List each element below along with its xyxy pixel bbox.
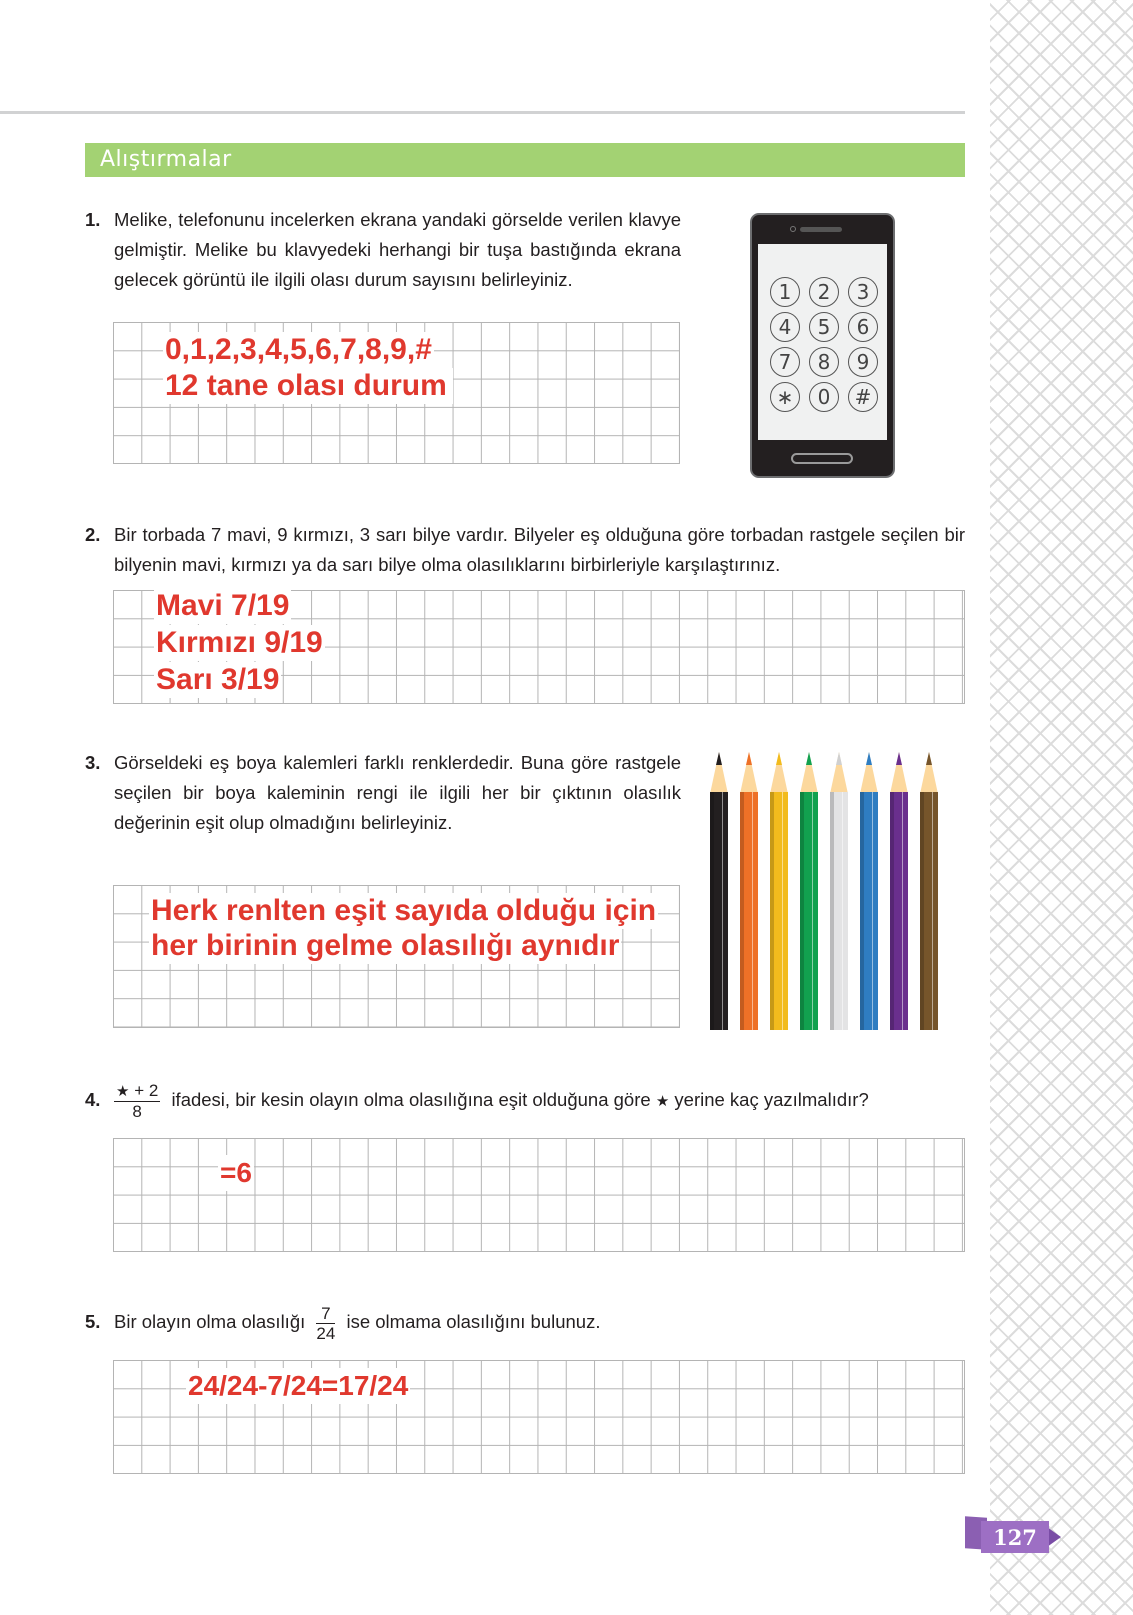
pencil-black: [710, 752, 728, 1030]
answer-line: Kırmızı 9/19: [156, 626, 323, 659]
question-text: Görseldeki eş boya kalemleri farklı renklerdedir. Buna göre rastgele seçilen bir boya kaleminin rengi ile ilgili her bir çıktının olasılık değerinin eşit olup olmadığını belirleyiniz.: [114, 752, 681, 833]
section-banner: [85, 143, 965, 177]
question-5: [85, 1302, 965, 1343]
top-divider: [0, 111, 965, 114]
question-1: [85, 205, 681, 295]
key-hash: #: [848, 382, 878, 412]
pencil-brown: [920, 752, 938, 1030]
answer-line: Mavi 7/19: [156, 589, 290, 622]
question-number: 4.: [85, 1089, 101, 1110]
fraction-star-plus-2-over-8: $\frac{★ + 2}{8}$: [116, 1081, 159, 1122]
answer-line: her birinin gelme olasılığı aynıdır: [151, 929, 620, 962]
question-text: Bir torbada 7 mavi, 9 kırmızı, 3 sarı bilye vardır. Bilyeler eş olduğuna göre torbadan rastgele seçilen bir bilyenin mavi, kırmızı ya da sarı bilye olma olasılıklarını birbirleriyle karşılaştırınız.: [114, 524, 965, 575]
answer-line: =6: [218, 1155, 254, 1191]
phone-screen: [758, 244, 887, 440]
fraction-7-over-24: $\frac{7}{24}$: [316, 1303, 336, 1343]
key-1: 1: [770, 277, 800, 307]
question-number: 5.: [85, 1311, 101, 1332]
pencil-purple: [890, 752, 908, 1030]
question-text: Bir olayın olma olasılığı: [114, 1311, 306, 1332]
key-2: 2: [809, 277, 839, 307]
question-number: 2.: [85, 524, 101, 545]
pencil-yellow: [770, 752, 788, 1030]
answer-line: 0,1,2,3,4,5,6,7,8,9,#: [165, 333, 432, 366]
star-icon: ★: [655, 1093, 670, 1110]
page-number: 127: [981, 1521, 1049, 1553]
phone-illustration: [750, 213, 895, 478]
key-9: 9: [848, 347, 878, 377]
home-button-icon: [791, 453, 853, 464]
question-text: Melike, telefonunu incelerken ekrana yandaki görselde verilen klavye gelmiştir. Melike bu klavyedeki herhangi bir tuşa bastığında ekrana gelecek görüntü ile ilgili olası durum sayısını belirleyiniz.: [114, 209, 681, 290]
keypad: [770, 277, 878, 412]
key-5: 5: [809, 312, 839, 342]
star-icon: ★: [116, 1083, 130, 1101]
answer-line: Sarı 3/19: [156, 663, 280, 696]
key-4: 4: [770, 312, 800, 342]
key-3: 3: [848, 277, 878, 307]
decorative-side-pattern: [990, 0, 1133, 1615]
question-text-end: yerine kaç yazılmalıdır?: [674, 1089, 869, 1110]
question-text-end: ise olmama olasılığını bulunuz.: [346, 1311, 601, 1332]
section-title: Alıştırmalar: [100, 147, 232, 172]
question-number: 3.: [85, 752, 101, 773]
key-8: 8: [809, 347, 839, 377]
key-0: 0: [809, 382, 839, 412]
page-number-badge: [965, 1517, 1061, 1553]
answer-line: 12 tane olası durum: [163, 368, 453, 404]
question-2: [85, 520, 965, 580]
key-6: 6: [848, 312, 878, 342]
question-4: [85, 1080, 965, 1122]
camera-icon: [790, 226, 796, 232]
colored-pencils-illustration: [710, 752, 940, 1030]
pencil-white: [830, 752, 848, 1030]
question-text: ifadesi, bir kesin olayın olma olasılığına eşit olduğuna göre: [171, 1089, 651, 1110]
question-number: 1.: [85, 209, 101, 230]
key-star: ∗: [770, 382, 800, 412]
pencil-orange: [740, 752, 758, 1030]
question-3: [85, 748, 681, 838]
key-7: 7: [770, 347, 800, 377]
pencil-blue: [860, 752, 878, 1030]
answer-line: 24/24-7/24=17/24: [186, 1368, 410, 1404]
pencil-green: [800, 752, 818, 1030]
speaker-icon: [800, 227, 842, 232]
answer-line: Herk renlten eşit sayıda olduğu için: [151, 894, 657, 927]
